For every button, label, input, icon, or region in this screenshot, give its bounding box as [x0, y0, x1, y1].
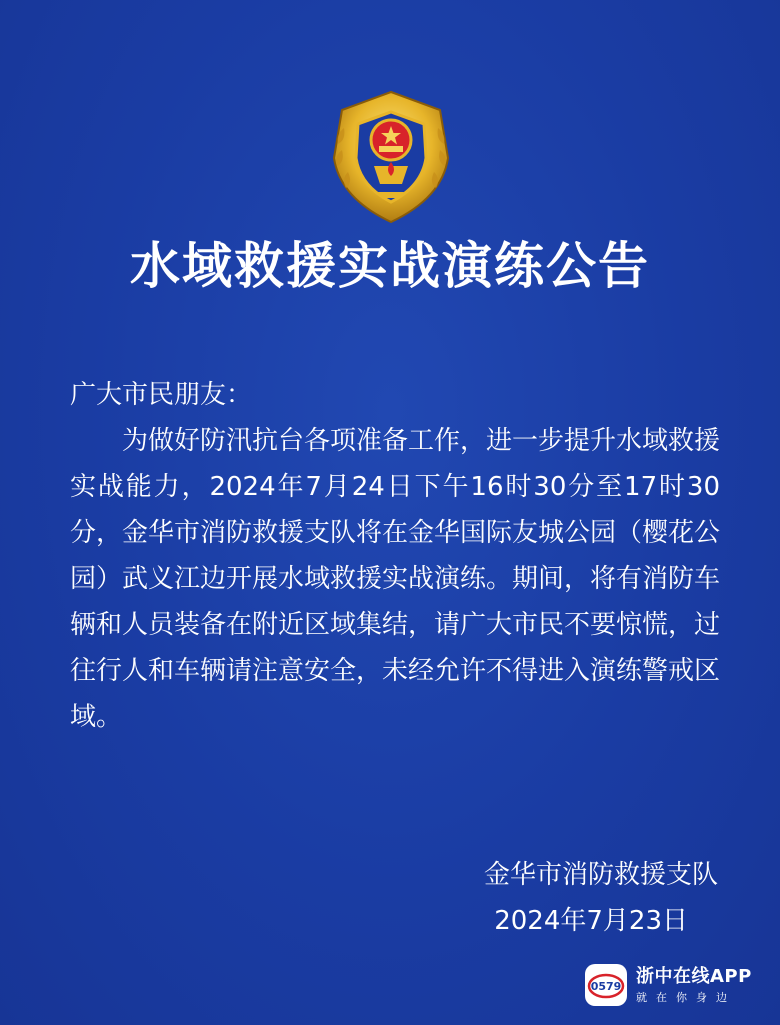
notice-body: [70, 372, 720, 740]
notice-greeting: 广大市民朋友：: [70, 380, 253, 410]
zhezhong-app-logo-icon: [584, 963, 628, 1007]
app-watermark: [584, 962, 752, 1008]
fire-rescue-emblem-icon: [322, 88, 460, 226]
signature-organization: 金华市消防救援支队: [483, 860, 718, 890]
app-name: 浙中在线APP: [636, 965, 752, 987]
app-logo-text: 0579: [590, 980, 622, 993]
notice-paragraph: 为做好防汛抗台各项准备工作，进一步提升水域救援实战能力，2024年7月24日下午16时30分至17时30分，金华市消防救援支队将在金华国际友城公园（樱花公园）武义江边开展水域救援实战演练。期间，将有消防车辆和人员装备在附近区域集结，请广大市民不要惊慌，过往行人和车辆请注意安全，未经允许不得进入演练警戒区域。: [70, 426, 721, 732]
notice-signature: [398, 852, 718, 944]
signature-date: 2024年7月23日: [494, 906, 688, 936]
notice-title: 水域救援实战演练公告: [130, 237, 650, 295]
watermark-text: [636, 965, 752, 1004]
app-slogan: 就在你身边: [636, 990, 736, 1004]
